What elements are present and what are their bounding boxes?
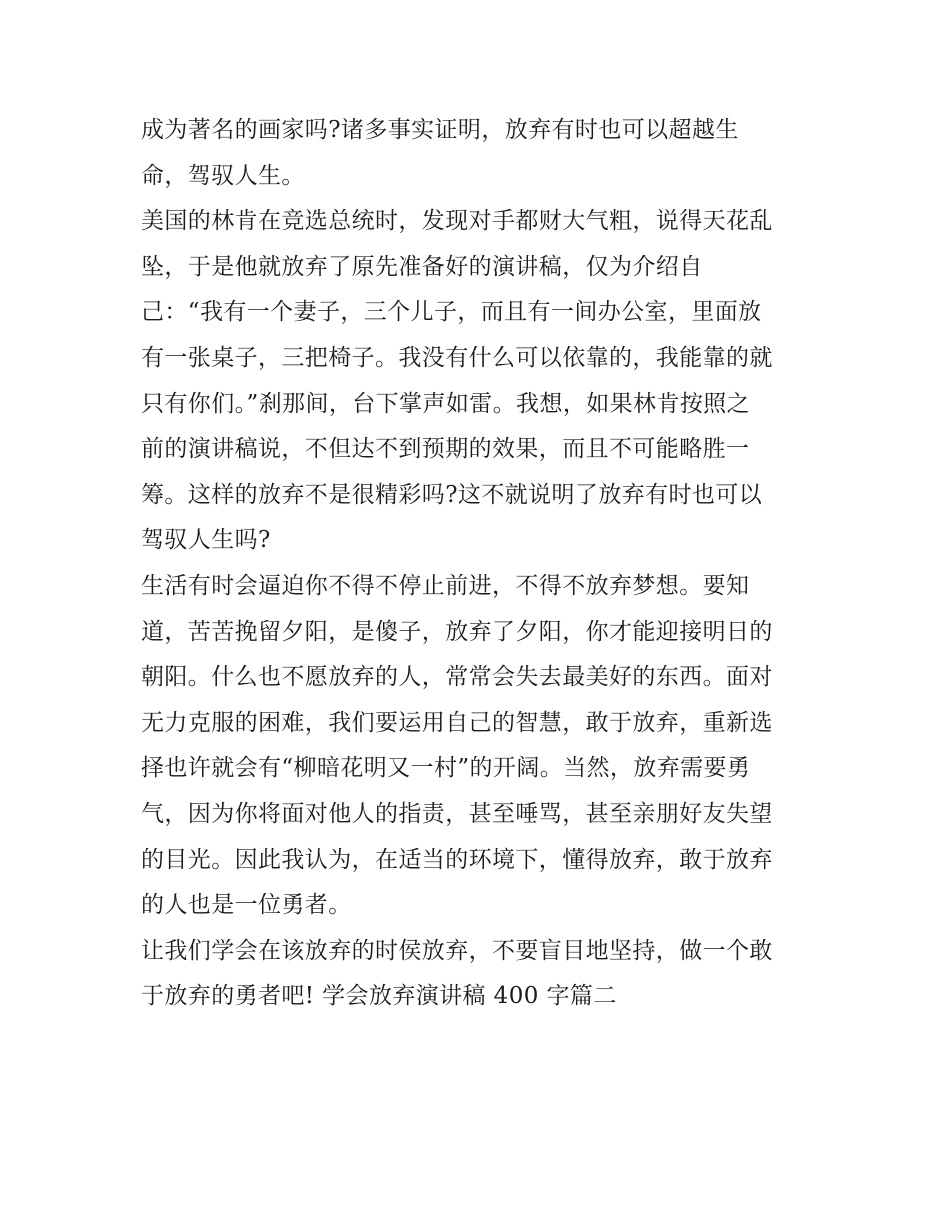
text-line: 驾驭人生吗? (141, 527, 271, 554)
text-line: 成为著名的画家吗?诸多事实证明，放弃有时也可以超越生 (141, 117, 739, 143)
text-line: 命，驾驭人生。 (141, 162, 305, 189)
text-line: 择也许就会有“柳暗花明又一村”的开阔。当然，放弃需要勇 (141, 755, 751, 782)
text-line: 的目光。因此我认为，在适当的环境下，懂得放弃，敢于放弃 (141, 846, 773, 873)
text-line: 无力克服的困难，我们要运用自己的智慧，敢于放弃，重新选 (141, 709, 773, 736)
text-line: 只有你们。”刹那间，台下掌声如雷。我想，如果林肯按照之 (141, 390, 751, 417)
text-line: 己：“我有一个妻子，三个儿子，而且有一间办公室，里面放 (141, 299, 762, 326)
text-line: 朝阳。什么也不愿放弃的人，常常会失去最美好的东西。面对 (141, 664, 773, 691)
text-line: 生活有时会逼迫你不得不停止前进，不得不放弃梦想。要知 (141, 572, 750, 599)
text-line: 让我们学会在该放弃的时侯放弃，不要盲目地坚持，做一个敢 (141, 937, 773, 964)
text-line: 气，因为你将面对他人的指责，甚至唾骂，甚至亲朋好友失望 (141, 800, 773, 827)
text-line: 道，苦苦挽留夕阳，是傻子，放弃了夕阳，你才能迎接明日的 (141, 618, 773, 645)
text-line: 前的演讲稿说，不但达不到预期的效果，而且不可能略胜一 (141, 436, 750, 463)
text-line: 有一张桌子，三把椅子。我没有什么可以依靠的，我能靠的就 (141, 344, 773, 371)
text-line: 筹。这样的放弃不是很精彩吗?这不就说明了放弃有时也可以 (141, 481, 763, 508)
text-line: 坠，于是他就放弃了原先准备好的演讲稿，仅为介绍自 (141, 253, 703, 280)
text-line: 的人也是一位勇者。 (141, 892, 352, 919)
body-text (141, 108, 821, 1020)
text-line: 于放弃的勇者吧! 学会放弃演讲稿 400 字篇二 (141, 983, 617, 1010)
text-line: 美国的林肯在竞选总统时，发现对手都财大气粗，说得天花乱 (141, 208, 773, 235)
